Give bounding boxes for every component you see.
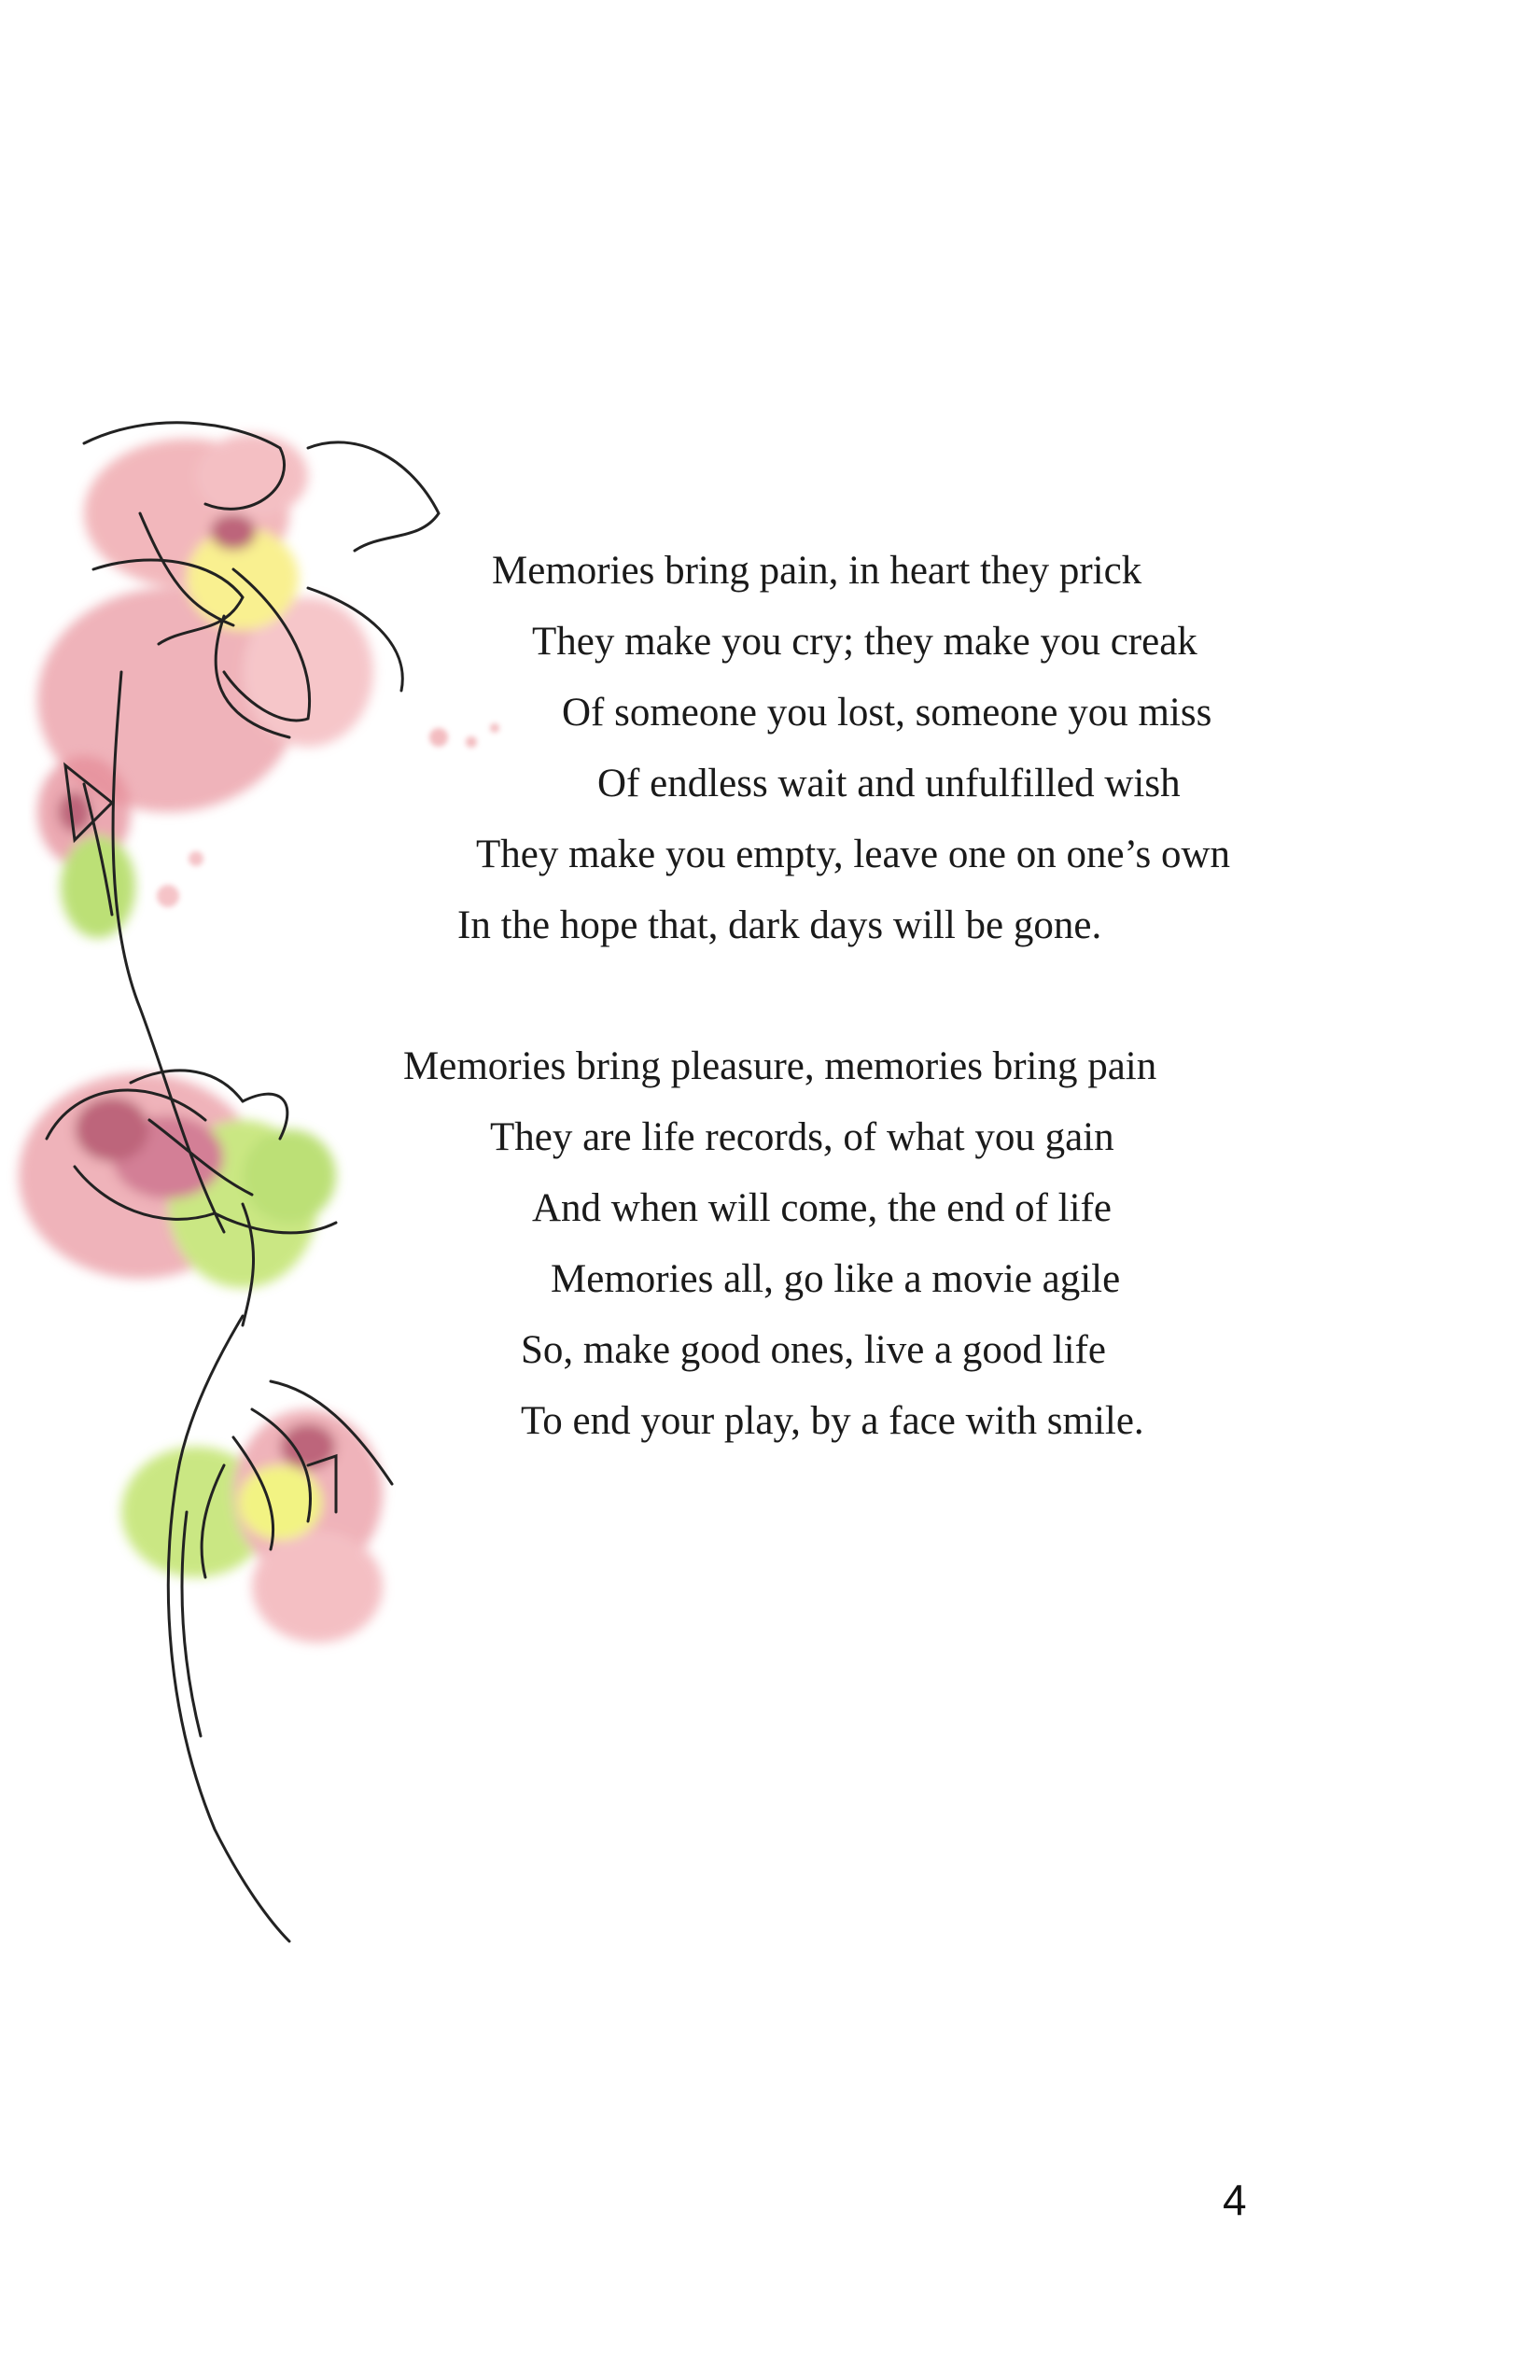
poem-line: Memories bring pain, in heart they prick bbox=[492, 549, 1142, 593]
poem-line: So, make good ones, live a good life bbox=[521, 1328, 1106, 1372]
poem-line: Of someone you lost, someone you miss bbox=[562, 691, 1212, 735]
poem-line: Of endless wait and unfulfilled wish bbox=[597, 762, 1181, 805]
poem-line: Memories all, go like a movie agile bbox=[551, 1257, 1121, 1301]
lower-flower bbox=[121, 1381, 392, 1643]
watercolor-flowers-illustration bbox=[0, 392, 523, 1997]
poem-line: In the hope that, dark days will be gone. bbox=[457, 903, 1102, 947]
poem-line: Memories bring pleasure, memories bring pain bbox=[403, 1044, 1157, 1088]
poem-line: They make you cry; they make you creak bbox=[532, 620, 1197, 664]
poem-line: To end your play, by a face with smile. bbox=[521, 1399, 1144, 1443]
middle-flower bbox=[19, 1071, 336, 1325]
page-number: 4 bbox=[1223, 2176, 1247, 2224]
poem-line: They are life records, of what you gain bbox=[490, 1115, 1114, 1159]
left-bud bbox=[37, 756, 135, 938]
poem-line: And when will come, the end of life bbox=[532, 1186, 1112, 1230]
poem-line: They make you empty, leave one on one’s own bbox=[476, 833, 1231, 876]
